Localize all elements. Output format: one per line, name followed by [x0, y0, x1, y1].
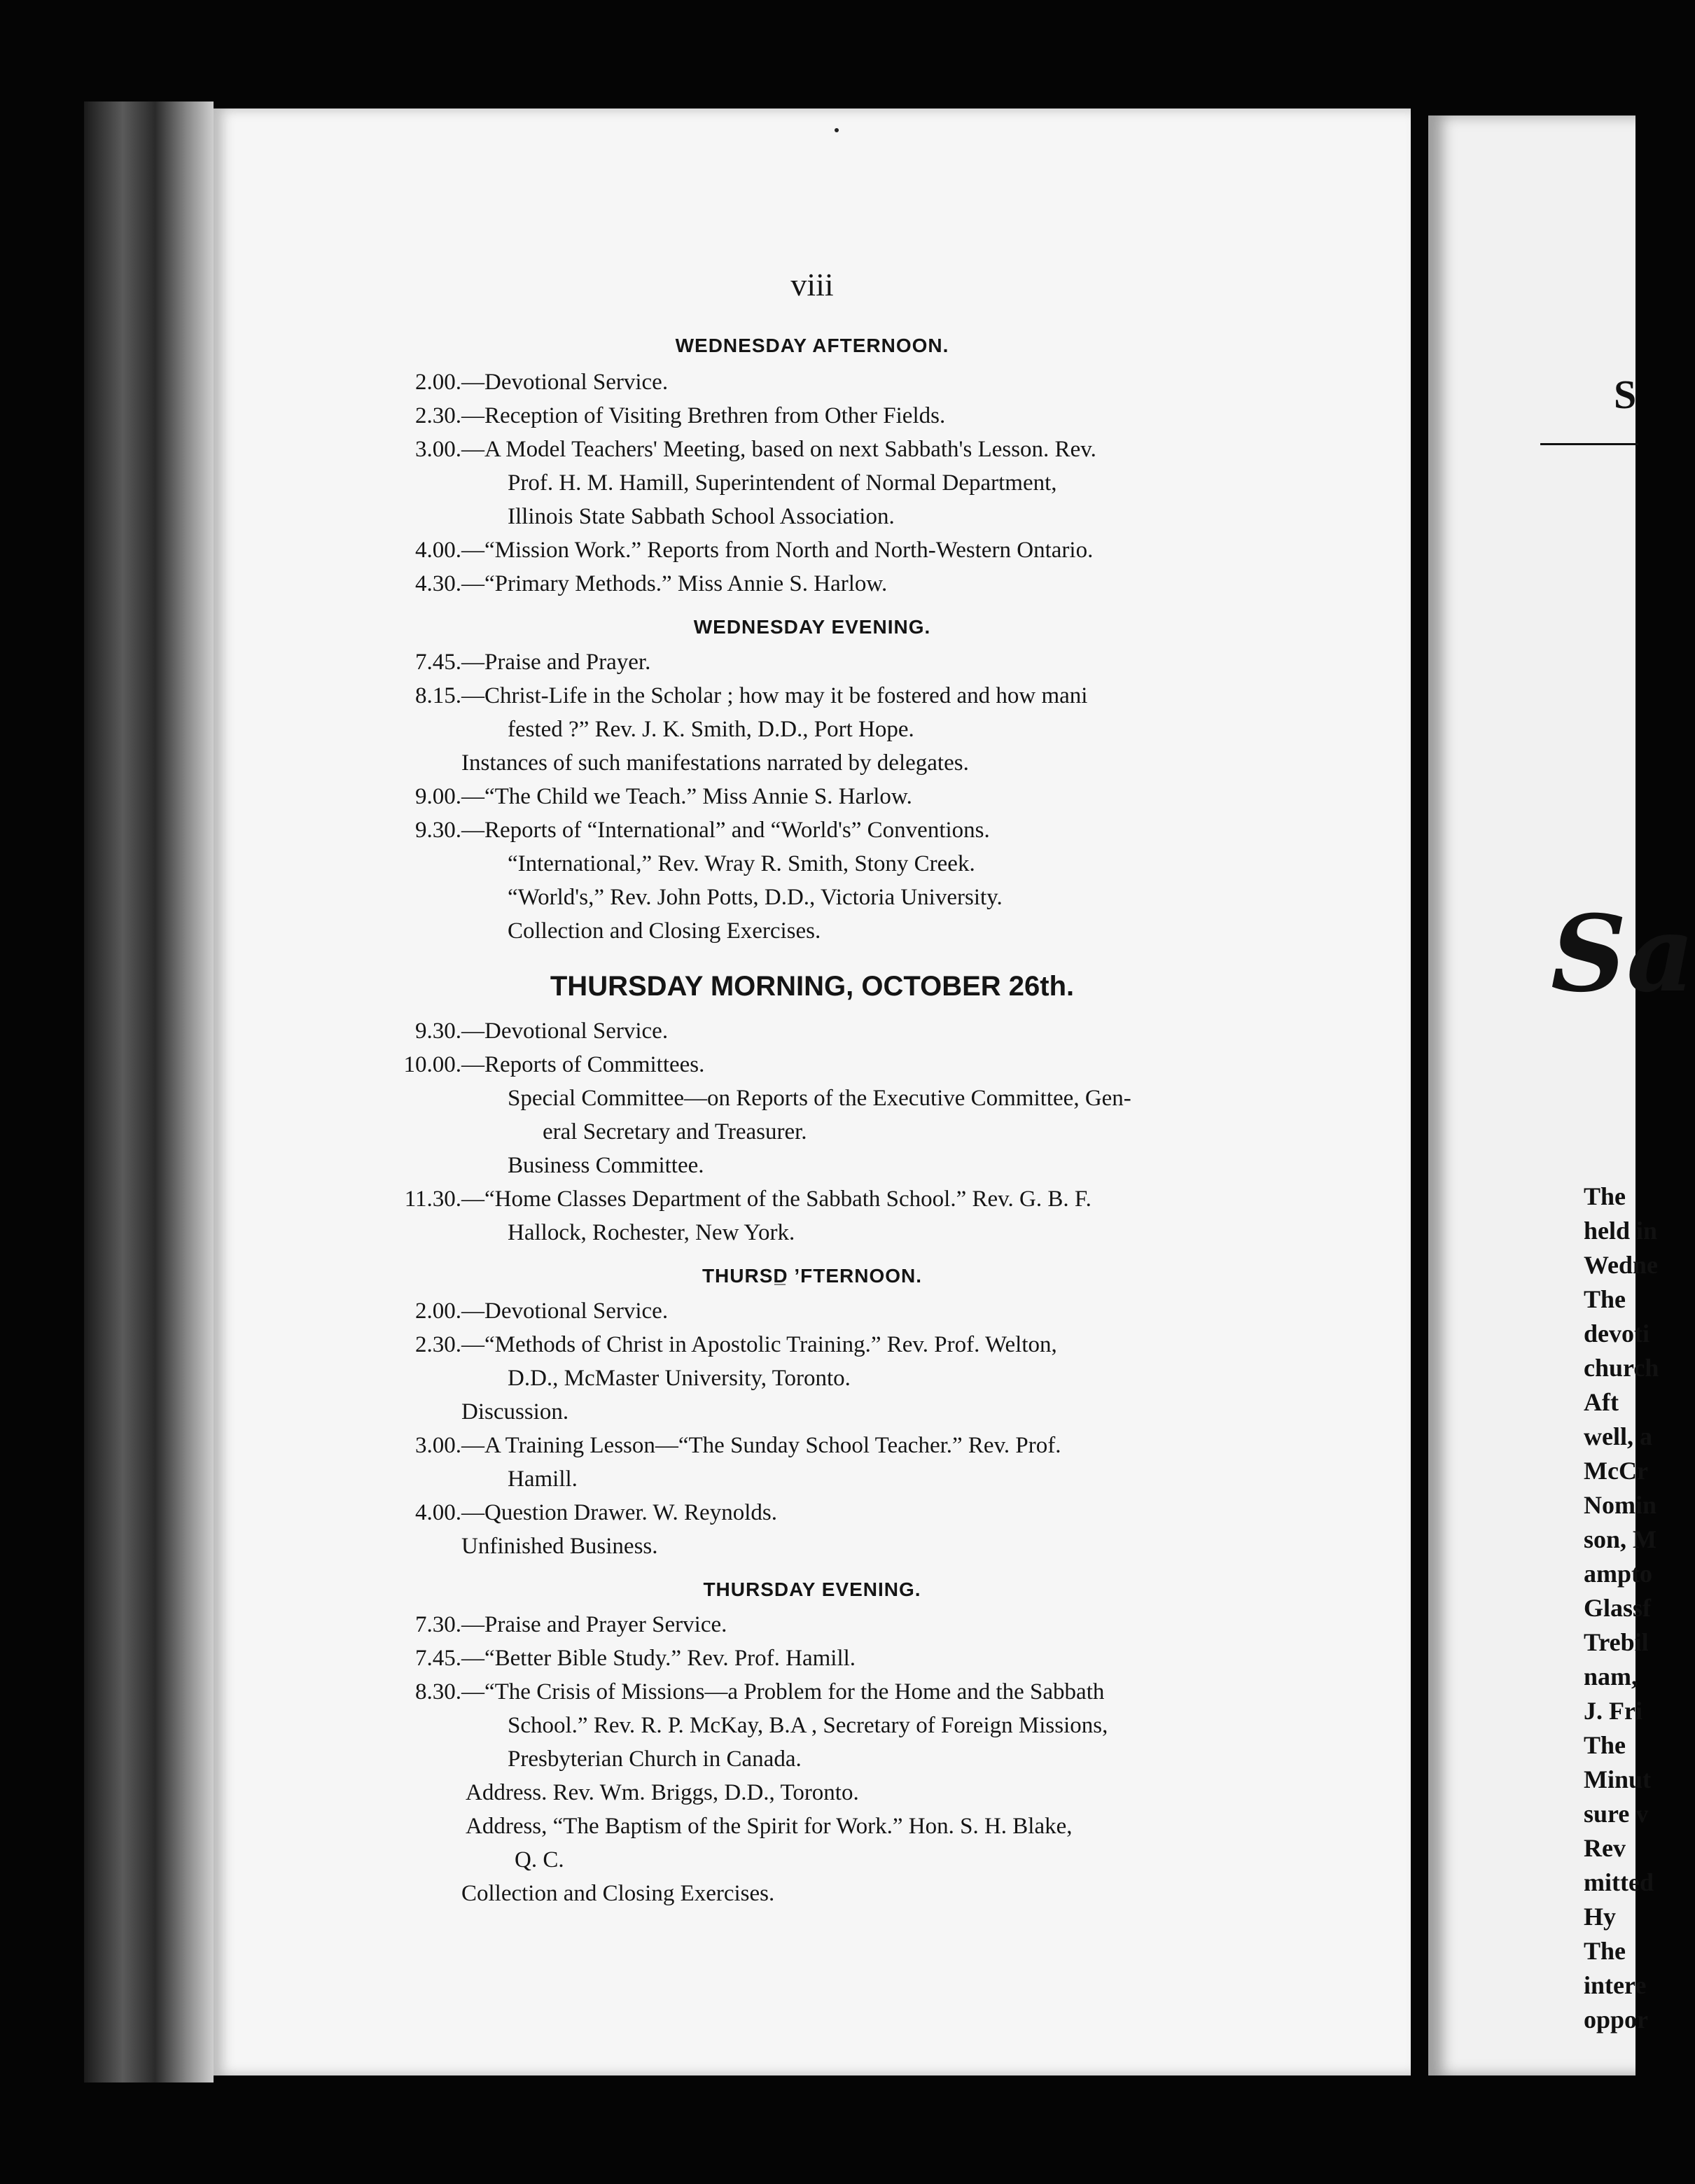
facing-line: J. Fri — [1584, 1697, 1642, 1725]
facing-line: The — [1584, 1285, 1626, 1313]
facing-line: sure v — [1584, 1800, 1649, 1828]
schedule-item: —“Methods of Christ in Apostolic Training.” Rev. Prof. Welton, — [461, 1332, 1057, 1357]
facing-page — [1428, 115, 1695, 2076]
facing-line: well, a — [1584, 1422, 1652, 1450]
schedule-time: 4.30. — [415, 571, 461, 596]
schedule-time: 11.30. — [404, 1186, 461, 1212]
section-heading-thursday-evening: THURSDAY EVENING. — [703, 1578, 921, 1600]
schedule-continuation: Illinois State Sabbath School Association. — [508, 504, 895, 529]
schedule-item: —Devotional Service. — [461, 1018, 669, 1044]
facing-line: Nomin — [1584, 1491, 1657, 1519]
schedule-time: 7.45. — [415, 1646, 461, 1671]
schedule-time: 2.00. — [415, 1298, 461, 1324]
facing-line: Rev — [1584, 1834, 1626, 1862]
page-speck — [835, 128, 839, 132]
schedule-continuation: School.” Rev. R. P. McKay, B.A , Secretary of Foreign Missions, — [508, 1713, 1108, 1738]
schedule-continuation: Prof. H. M. Hamill, Superintendent of Normal Department, — [508, 470, 1057, 496]
facing-line: Minut — [1584, 1765, 1652, 1793]
facing-line: ampto — [1584, 1560, 1652, 1588]
schedule-item: —Christ-Life in the Scholar ; how may it be fostered and how mani — [461, 683, 1088, 708]
facing-line: Trebil — [1584, 1628, 1649, 1656]
facing-line: Aft — [1584, 1388, 1619, 1416]
schedule-item: —“Better Bible Study.” Rev. Prof. Hamill. — [461, 1646, 856, 1671]
schedule-time: 3.00. — [415, 437, 461, 462]
program-page — [214, 108, 1411, 2076]
schedule-item: —Devotional Service. — [461, 1298, 669, 1324]
facing-line: son, M — [1584, 1525, 1657, 1553]
schedule-item: —“The Crisis of Missions—a Problem for the Home and the Sabbath — [461, 1679, 1105, 1704]
book-spine — [84, 102, 214, 2082]
schedule-continuation: fested ?” Rev. J. K. Smith, D.D., Port Hope. — [508, 717, 914, 742]
schedule-subitem: Unfinished Business. — [461, 1534, 658, 1559]
schedule-item: —“Home Classes Department of the Sabbath School.” Rev. G. B. F. — [461, 1186, 1091, 1212]
schedule-continuation: eral Secretary and Treasurer. — [543, 1119, 807, 1144]
facing-line: held in — [1584, 1217, 1658, 1245]
facing-line: Glassf — [1584, 1594, 1652, 1622]
facing-line: nam, — [1584, 1662, 1638, 1690]
schedule-item: —Reports of Committees. — [461, 1052, 705, 1077]
schedule-item: —A Model Teachers' Meeting, based on next Sabbath's Lesson. Rev. — [461, 437, 1096, 462]
facing-line: devoti — [1584, 1320, 1649, 1348]
facing-line: The — [1584, 1731, 1626, 1759]
schedule-time: 9.00. — [415, 784, 461, 809]
facing-page-fancy-title: Sa — [1551, 892, 1695, 1016]
schedule-time: 7.45. — [415, 650, 461, 675]
facing-line: The — [1584, 1937, 1626, 1965]
schedule-subitem: Instances of such manifestations narrated by delegates. — [461, 750, 969, 776]
section-heading-thursday-afternoon: THURSD̲ ’FTERNOON. — [702, 1265, 923, 1287]
schedule-time: 4.00. — [415, 1500, 461, 1525]
schedule-continuation: Special Committee—on Reports of the Executive Committee, Gen- — [508, 1086, 1131, 1111]
schedule-time: 9.30. — [415, 1018, 461, 1044]
facing-line: church — [1584, 1354, 1659, 1382]
schedule-subitem: Address, “The Baptism of the Spirit for Work.” Hon. S. H. Blake, — [466, 1814, 1073, 1839]
schedule-subitem: Collection and Closing Exercises. — [461, 1881, 775, 1906]
schedule-time: 10.00. — [403, 1052, 461, 1077]
facing-line: Wedne — [1584, 1251, 1659, 1279]
section-heading-wednesday-afternoon: WEDNESDAY AFTERNOON. — [675, 335, 949, 356]
schedule-item: —Reception of Visiting Brethren from Other Fields. — [461, 403, 946, 428]
schedule-continuation: Hamill. — [508, 1466, 578, 1492]
schedule-continuation: “World's,” Rev. John Potts, D.D., Victoria University. — [508, 885, 1003, 910]
facing-line: intere — [1584, 1971, 1647, 1999]
schedule-continuation: Collection and Closing Exercises. — [508, 918, 821, 944]
schedule-time: 3.00. — [415, 1433, 461, 1458]
schedule-time: 2.30. — [415, 1332, 461, 1357]
facing-page-text — [1584, 1180, 1659, 2037]
schedule-continuation: “International,” Rev. Wray R. Smith, Stony Creek. — [508, 851, 975, 876]
schedule-subitem: Discussion. — [461, 1399, 569, 1424]
facing-page-rule — [1540, 443, 1638, 445]
section-heading-thursday-morning: THURSDAY MORNING, OCTOBER 26th. — [550, 971, 1075, 1002]
facing-line: Hy — [1584, 1903, 1617, 1931]
schedule-time: 2.30. — [415, 403, 461, 428]
schedule-time: 2.00. — [415, 370, 461, 395]
schedule-item: —“Primary Methods.” Miss Annie S. Harlow. — [461, 571, 888, 596]
schedule-item: —Devotional Service. — [461, 370, 669, 395]
schedule-item: —Praise and Prayer. — [461, 650, 651, 675]
schedule-item: —Reports of “International” and “World's” Conventions. — [461, 818, 990, 843]
section-heading-wednesday-evening: WEDNESDAY EVENING. — [693, 616, 931, 638]
schedule-continuation: Q. C. — [515, 1847, 564, 1872]
schedule-item: —Praise and Prayer Service. — [461, 1612, 727, 1637]
schedule-time: 9.30. — [415, 818, 461, 843]
facing-line: mitted — [1584, 1868, 1654, 1896]
schedule-item: —Question Drawer. W. Reynolds. — [461, 1500, 777, 1525]
schedule-time: 8.30. — [415, 1679, 461, 1704]
schedule-subitem: Address. Rev. Wm. Briggs, D.D., Toronto. — [466, 1780, 859, 1805]
schedule-time: 4.00. — [415, 538, 461, 563]
schedule-item: —“Mission Work.” Reports from North and North-Western Ontario. — [461, 538, 1094, 563]
facing-page-heading: S — [1614, 372, 1637, 417]
schedule-continuation: Hallock, Rochester, New York. — [508, 1220, 795, 1245]
schedule-continuation: Business Committee. — [508, 1153, 704, 1178]
schedule-item: —“The Child we Teach.” Miss Annie S. Harlow. — [461, 784, 912, 809]
facing-line: oppor — [1584, 2005, 1649, 2033]
schedule-item: —A Training Lesson—“The Sunday School Teacher.” Rev. Prof. — [461, 1433, 1061, 1458]
schedule-time: 8.15. — [415, 683, 461, 708]
facing-line: The — [1584, 1182, 1626, 1210]
schedule-continuation: D.D., McMaster University, Toronto. — [508, 1366, 851, 1391]
page-number: viii — [790, 267, 834, 302]
schedule-continuation: Presbyterian Church in Canada. — [508, 1746, 802, 1772]
facing-line: McCr — [1584, 1457, 1648, 1485]
schedule-time: 7.30. — [415, 1612, 461, 1637]
